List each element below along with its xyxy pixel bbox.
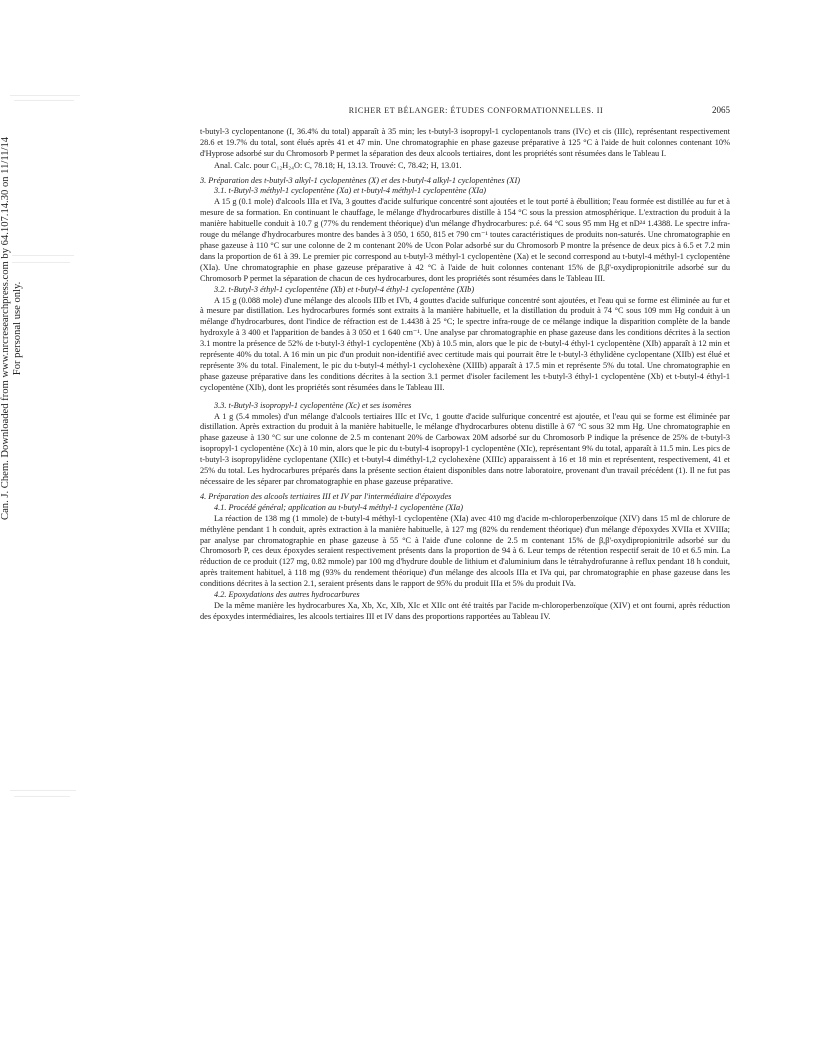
running-title: RICHER ET BÉLANGER: ÉTUDES CONFORMATIONNELLES. II xyxy=(348,106,604,115)
body-paragraph: De la même manière les hydrocarbures Xa, Xb, Xc, XIb, XIc et XIIc ont été traités par l'acide m-chloroperbenzoïque (XIV) et ont fourni, après réduction des époxydes intermédiaires, les alcools tertiaires III et IV dans des proportions rapportées au Tableau IV. xyxy=(200,600,730,621)
download-notice-line-1: Can. J. Chem. Downloaded from www.nrcresearchpress.com by 64.107.14.30 on 11/11/14 xyxy=(0,136,11,520)
body-paragraph: A 15 g (0.1 mole) d'alcools IIIa et IVa, 3 gouttes d'acide sulfurique concentré sont ajoutées et le tout porté à ébullition; l'eau formée est distillée au fur et à mesure de sa formation. En continuant le chauffage, le mélange d'hydrocarbures distille à 154 °C sous la pression atmosphérique. L'extraction du produit à la manière habituelle conduit à 10.7 g (77% du rendement théorique) d'un mélange d'hydrocarbures: p.é. 64 °C sous 95 mm Hg et nD²⁴ 1.4388. Le spectre infra-rouge du mélange d'hydrocarbures montre des bandes à 3 050, 1 650, 815 et 790 cm⁻¹ toutes caractéristiques de produits non-saturés. Une chromatographie en phase gazeuse à 110 °C sur une colonne de 2 m contenant 20% de Ucon Polar adsorbé sur du Chromosorb P montre la présence de deux pics à 6.5 et 7.2 min dans la proportion de 61 à 39. Le premier pic correspond au t-butyl-3 méthyl-1 cyclopentène (Xa) et le second correspond au t-butyl-4 méthyl-1 cyclopentène (XIa). Une chromatographie en phase gazeuse préparative à 42 °C à l'aide de huit colonnes contenant 15% de β,β'-oxydipropionitrile adsorbé sur du Chromosorb P permet la séparation de chacun de ces hydrocarbures, dont les propriétés sont résumées dans le Tableau III. xyxy=(200,197,730,283)
subsection-heading-3-3: 3.3. t-Butyl-3 isopropyl-1 cyclopentène (Xc) et ses isomères xyxy=(214,400,412,410)
subsection-heading-3-1: 3.1. t-Butyl-3 méthyl-1 cyclopentène (Xa) et t-butyl-4 méthyl-1 cyclopentène (XIa) xyxy=(214,186,487,196)
elemental-analysis: Anal. Calc. pour C₁₂H₂₄O: C, 78.18; H, 13.13. Trouvé: C, 78.42; H, 13.01. xyxy=(214,160,462,170)
section-heading-4: 4. Préparation des alcools tertiaires III et IV par l'intermédiaire d'époxydes xyxy=(200,491,452,501)
download-notice-line-2: For personal use only. xyxy=(12,281,23,376)
section-heading-3: 3. Préparation des t-butyl-3 alkyl-1 cyclopentènes (X) et des t-butyl-4 alkyl-1 cyclopentènes (XI) xyxy=(200,175,520,185)
subsection-heading-4-2: 4.2. Epoxydations des autres hydrocarbures xyxy=(214,590,360,600)
running-header xyxy=(200,105,730,117)
article-page xyxy=(200,105,730,623)
body-paragraph: A 15 g (0.088 mole) d'une mélange des alcools IIIb et IVb, 4 gouttes d'acide sulfurique concentré sont ajoutées, et l'eau qui se forme est éliminée au fur et à mesure par distillation. Les hydrocarbures formés sont extraits à la manière habituelle, et la distillation du produit à 74 °C sous 109 mm Hg conduit à un mélange d'hydrocarbures, dont l'indice de réfraction est de 1.4438 à 25 °C; le spectre infra-rouge de ce mélange indique la disparition complète de la bande hydroxyle à 3 400 et l'apparition de bandes à 3 050 et 1 640 cm⁻¹. Une analyse par chromatographie en phase gazeuse dans les conditions décrites à la section 3.1 montre la présence de 52% de t-butyl-3 éthyl-1 cyclopentène (Xb) à 10.5 min, alors que le pic de t-butyl-4 éthyl-1 cyclopentène (XIb) apparaît à 12 min et représente 40% du total. A 16 min un pic d'un produit non-identifié avec certitude mais qui pourrait être le t-butyl-3 éthylidène cyclopentane (XIIb) est élué et représente 3% du total. Finalement, le pic du t-butyl-4 méthyl-1 cyclohexène (XIIIb) apparaît à 17.5 min et représente 5% du total. Une chromatographie en phase gazeuse préparative dans les conditions décrites à la section 3.1 permet d'isoler facilement les t-butyl-3 éthyl-1 cyclopentène (Xb) et t-butyl-4 éthyl-1 cyclopentène (XIb), dont les propriétés sont résumées dans le Tableau III. xyxy=(200,295,730,392)
page-number: 2065 xyxy=(712,105,730,115)
subsection-heading-3-2: 3.2. t-Butyl-3 éthyl-1 cyclopentène (Xb) et t-butyl-4 éthyl-1 cyclopentène (XIb) xyxy=(214,284,475,294)
body-paragraph: La réaction de 138 mg (1 mmole) de t-butyl-4 méthyl-1 cyclopentène (XIa) avec 410 mg d'acide m-chloroperbenzoïque (XIV) dans 15 ml de chlorure de méthylène pendant 1 h conduit, après extraction à la manière habituelle, à 127 mg (82% du rendement théorique) d'un mélange d'époxydes XVIIa et XVIIIa; par analyse par chromatographie en phase gazeuse à 55 °C à l'aide d'une colonne de 2.5 m contenant 15% de β,β'-oxydipropionitrile adsorbé sur du Chromosorb P, ces deux époxydes seraient respectivement présents dans la proportion de 94 à 6. Leur temps de rétention respectif serait de 10 et 6.5 min. La réduction de ce produit (127 mg, 0.82 mmole) par 100 mg d'hydrure double de lithium et d'aluminium dans le tétrahydrofuranne à reflux pendant 18 h conduit, après traitement habituel, à 118 mg (93% du rendement théorique) d'un mélange des alcools IIIa et IVa qui, par chromatographie en phase gazeuse dans les conditions décrites à la section 2.1, seraient présents dans le rapport de 95% du produit IIIa et 5% du produit IVa. xyxy=(200,513,730,589)
body-paragraph: A 1 g (5.4 mmoles) d'un mélange d'alcools tertiaires IIIc et IVc, 1 goutte d'acide sulfurique concentré est ajoutée, et l'eau qui se forme est éliminée par distillation. Après extraction du produit à la manière habituelle, le mélange d'hydrocarbures obtenu distille à 67 °C sous 32 mm Hg. Une chromatographie en phase gazeuse à 130 °C sur une colonne de 2.5 m contenant 20% de Carbowax 20M adsorbé sur du Chromosorb P indique la présence de 25% de t-butyl-3 isopropyl-1 cyclopentène (Xc) à 10 min, alors que le pic du t-butyl-4 isopropyl-1 cyclopentène (XIc), représentant 9% du total, apparaît à 11.5 min. Les pics de t-butyl-3 isopropylidène cyclopentane (XIIc) et t-butyl-4 diméthyl-1,2 cyclohexène (XIIIc) apparaissent à 16 et 18 min et représentent, respectivement, 41 et 25% du total. Les hydrocarbures préparés dans la présente section étaient disponibles dans notre laboratoire, provenant d'un travail précédent (1). Il ne fut pas nécessaire de les séparer par chromatographie en phase gazeuse préparative. xyxy=(200,411,730,486)
subsection-heading-4-1: 4.1. Procédé général; application au t-butyl-4 méthyl-1 cyclopentène (XIa) xyxy=(214,502,463,512)
body-paragraph: t-butyl-3 cyclopentanone (I, 36.4% du total) apparaît à 35 min; les t-butyl-3 isopropyl-1 cyclopentanols trans (IVc) et cis (IIIc), représentant respectivement 28.6 et 19.7% du total, sont élués après 41 et 47 min. Une chromatographie en phase gazeuse préparative à 125 °C à l'aide de huit colonnes contenant 10% d'Hyprose adsorbé sur du Chromosorb P permet la séparation des deux alcools tertiaires, dont les propriétés sont résumées dans le Tableau I. xyxy=(200,126,730,158)
